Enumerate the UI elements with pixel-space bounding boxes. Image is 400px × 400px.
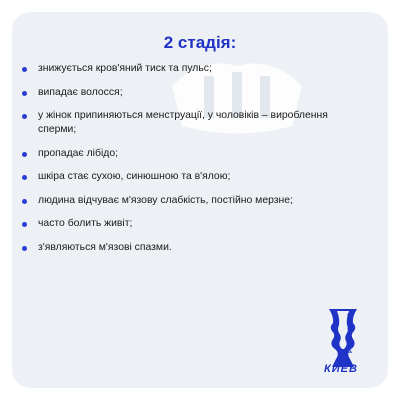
- list-item-text: людина відчуває м'язову слабкість, постійно мерзне;: [38, 194, 293, 206]
- list-item-text: у жінок припиняються менструації, у чоловіків – вироблення сперми;: [38, 110, 328, 135]
- list-item: [20, 194, 360, 208]
- bullet-dot-icon: [22, 246, 27, 251]
- list-item: [20, 86, 360, 100]
- bullet-dot-icon: [22, 175, 27, 180]
- bullet-dot-icon: [22, 67, 27, 72]
- list-item-text: випадає волосся;: [38, 86, 123, 98]
- symptom-list: [20, 62, 360, 264]
- list-item: [20, 109, 360, 137]
- bullet-dot-icon: [22, 222, 27, 227]
- info-card: [12, 12, 388, 388]
- bullet-dot-icon: [22, 199, 27, 204]
- list-item: [20, 217, 360, 231]
- bullet-dot-icon: [22, 114, 27, 119]
- list-item: [20, 62, 360, 76]
- list-item-text: з'являються м'язові спазми.: [38, 241, 172, 253]
- clinic-logo: [322, 307, 382, 379]
- list-item-text: знижується кров'яний тиск та пульс;: [38, 63, 212, 74]
- list-item-text: часто болить живіт;: [38, 218, 133, 229]
- logo-brand-name: РЕНЕССАНС: [348, 312, 354, 353]
- bullet-dot-icon: [22, 152, 27, 157]
- bullet-dot-icon: [22, 91, 27, 96]
- list-item-text: шкіра стає сухою, синюшною та в'ялою;: [38, 171, 231, 182]
- list-item: [20, 170, 360, 184]
- vase-faces-logo-icon: [326, 307, 360, 369]
- list-item: [20, 241, 360, 255]
- list-item: [20, 147, 360, 161]
- logo-city-name: КИЕВ: [324, 363, 358, 375]
- stage-title: 2 стадія:: [163, 33, 237, 52]
- list-item-text: пропадає лібідо;: [38, 147, 118, 159]
